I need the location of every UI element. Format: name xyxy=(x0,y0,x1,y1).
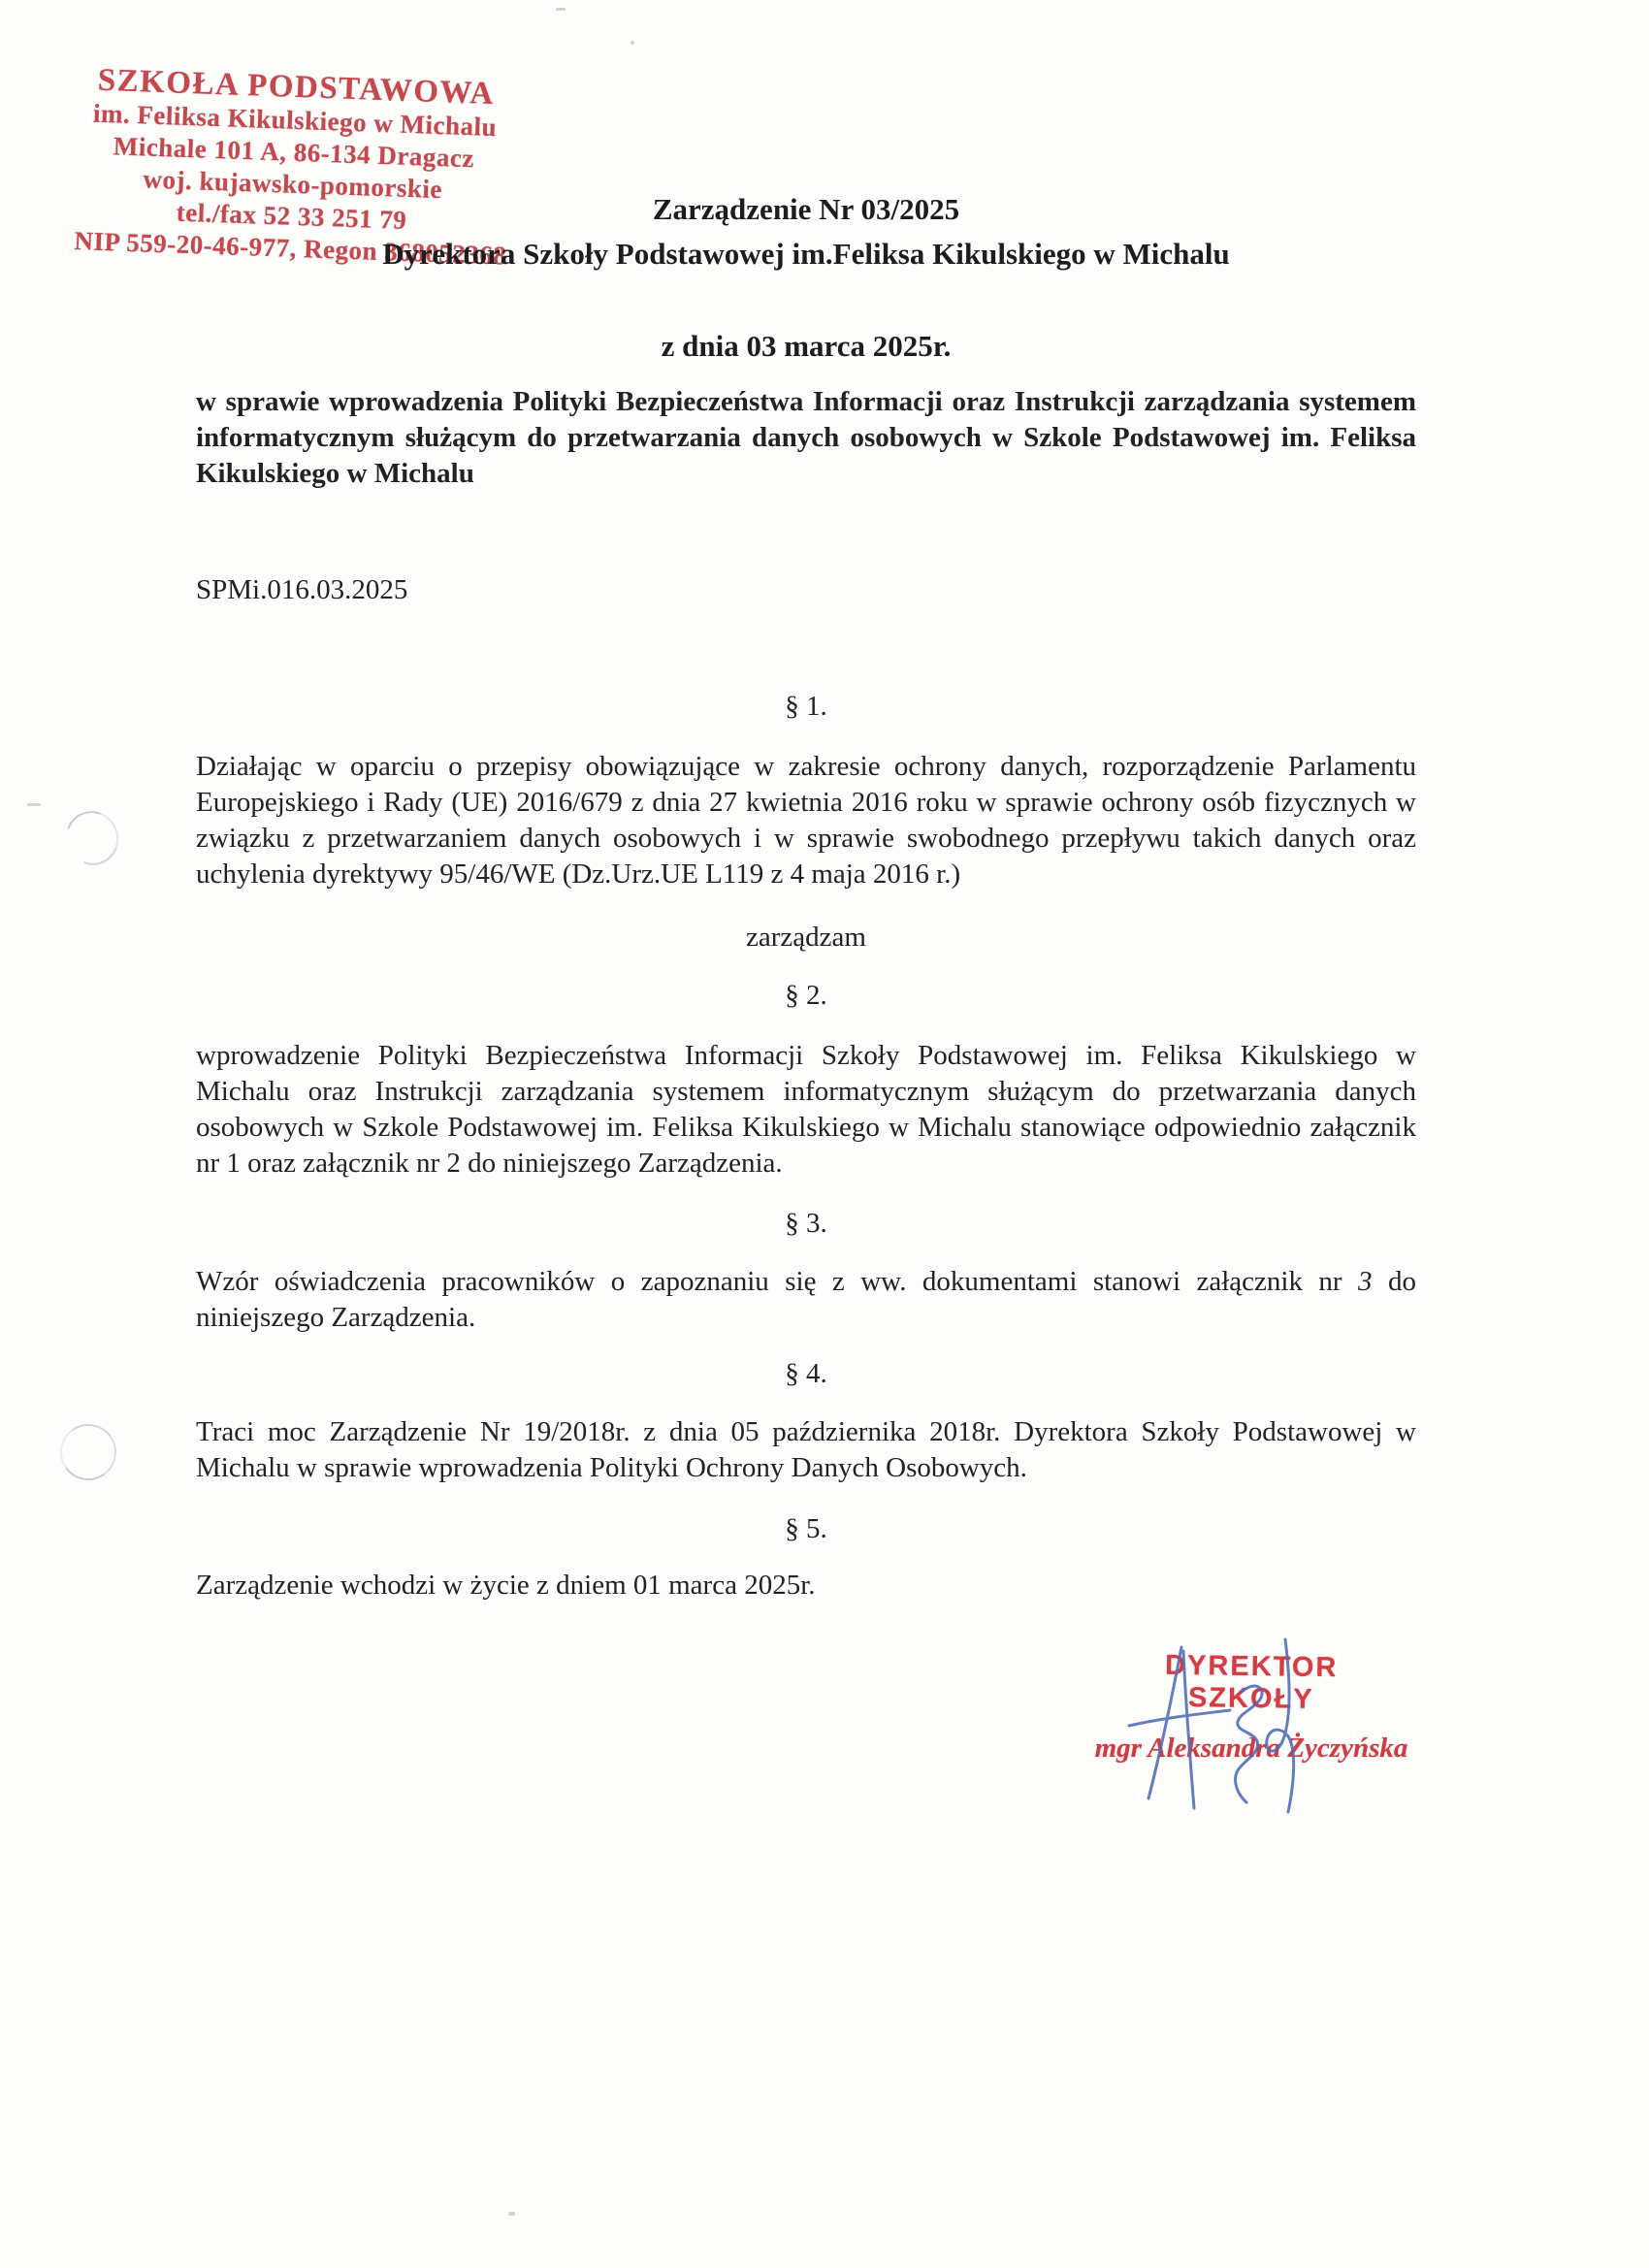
section-5-body: Zarządzenie wchodzi w życie z dniem 01 marca 2025r. xyxy=(196,1570,816,1601)
section-3-heading: § 3. xyxy=(785,1208,827,1239)
reference-number: SPMi.016.03.2025 xyxy=(196,574,408,605)
scan-artifact-dash xyxy=(27,803,41,806)
attachment-number-italic: 3 xyxy=(1358,1266,1373,1297)
section-4-heading: § 4. xyxy=(785,1358,827,1389)
subject-paragraph: w sprawie wprowadzenia Polityki Bezpieczeństwa Informacji oraz Instrukcji zarządzania systemem informatycznym służącym do przetwarzania danych osobowych w Szkole Podstawowej im. Feliksa Kikulskiego w Michalu xyxy=(196,386,1416,489)
stamp-nip-regon-line: NIP 559-20-46-977, Regon 368052368 xyxy=(74,226,507,271)
scan-artifact-circle xyxy=(57,802,128,874)
section-4-body: Traci moc Zarządzenie Nr 19/2018r. z dnia 05 października 2018r. Dyrektora Szkoły Podstawowej w Michalu w sprawie wprowadzenia Polityki Ochrony Danych Osobowych. xyxy=(196,1416,1416,1483)
scan-speck xyxy=(630,41,634,45)
section-1-heading: § 1. xyxy=(785,691,827,722)
director-role-stamp: DYREKTOR SZKOŁY xyxy=(1164,1649,1339,1715)
section-3-body-end: do niniejszego Zarządzenia. xyxy=(196,1266,1416,1333)
section-1-body: Działając w oparciu o przepisy obowiązujące w zakresie ochrony danych, rozporządzenie Parlamentu Europejskiego i Rady (UE) 2016/679 z dnia 27 kwietnia 2016 roku w sprawie ochrony osób fizycznych w związku z przetwarzaniem danych osobowych i w sprawie swobodnego przepływu takich danych oraz uchylenia dyrektywy 95/46/WE (Dz.Urz.UE L119 z 4 maja 2016 r.) xyxy=(196,751,1416,890)
director-name-stamp: mgr Aleksandra Życzyńska xyxy=(1094,1733,1408,1764)
handwritten-signature-ink xyxy=(1123,1632,1327,1826)
section-3-body xyxy=(196,1264,1416,1336)
scan-artifact-circle xyxy=(55,1419,120,1484)
stamp-voivodeship-line: woj. kujawsko-pomorskie xyxy=(143,164,443,205)
stamp-address-line: Michale 101 A, 86-134 Dragacz xyxy=(113,131,475,174)
section-2-body: wprowadzenie Polityki Bezpieczeństwa Informacji Szkoły Podstawowej im. Feliksa Kikulskiego w Michalu oraz Instrukcji zarządzania systemem informatycznym służącym do przetwarzania danych osobowych w Szkole Podstawowej im. Feliksa Kikulskiego w Michalu stanowiące odpowiednio załącznik nr 1 oraz załącznik nr 2 do niniejszego Zarządzenia. xyxy=(196,1040,1416,1179)
scan-speck xyxy=(556,8,566,11)
stamp-phone-line: tel./fax 52 33 251 79 xyxy=(176,197,407,235)
section-3-body-start: Wzór oświadczenia pracowników o zapoznaniu się z ww. dokumentami stanowi załącznik nr xyxy=(196,1266,1359,1297)
section-2-heading: § 2. xyxy=(785,980,827,1011)
ordinance-date: z dnia 03 marca 2025r. xyxy=(661,329,952,363)
ordinance-issuer: Dyrektora Szkoły Podstawowej im.Feliksa Kikulskiego w Michalu xyxy=(382,237,1230,271)
order-word: zarządzam xyxy=(746,922,866,953)
stamp-school-name: SZKOŁA PODSTAWOWA xyxy=(97,62,496,113)
stamp-patron-line: im. Feliksa Kikulskiego w Michalu xyxy=(92,98,498,143)
scan-speck xyxy=(508,2212,515,2216)
section-5-heading: § 5. xyxy=(785,1513,827,1544)
ordinance-title: Zarządzenie Nr 03/2025 xyxy=(652,192,960,226)
